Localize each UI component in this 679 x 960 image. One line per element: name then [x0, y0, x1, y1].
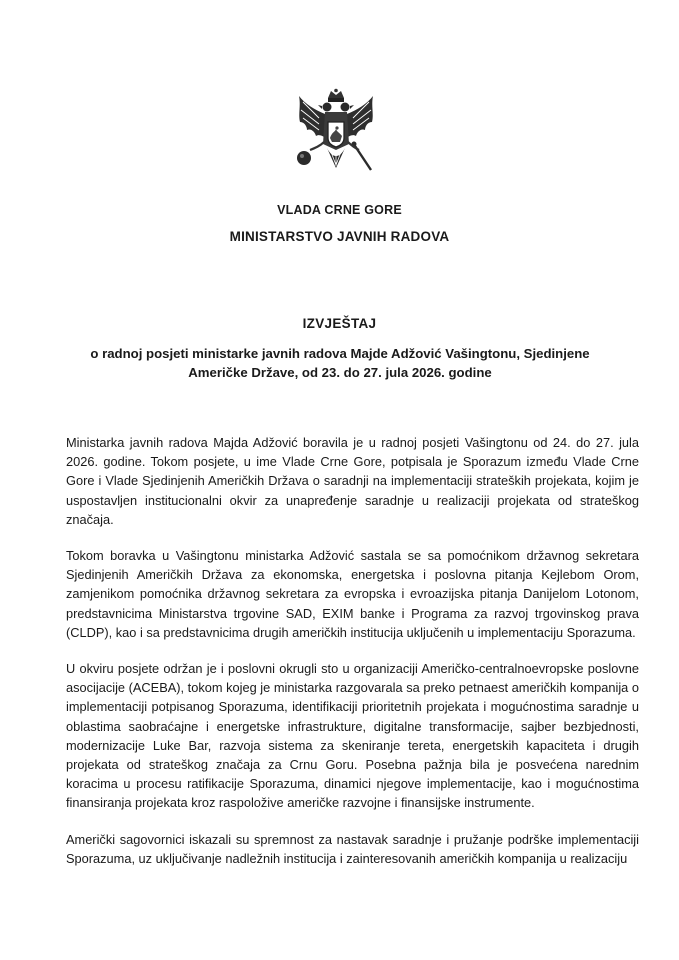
- coat-of-arms-icon: [295, 88, 377, 180]
- paragraph-4: Američki sagovornici iskazali su spremnost za nastavak saradnje i pružanje podrške implementaciji Sporazuma, uz uključivanje nadležnih institucija i zainteresovanih američkih kompanija u realizaciju: [66, 831, 639, 866]
- paragraph-2: Tokom boravka u Vašingtonu ministarka Adžović sastala se sa pomoćnikom državnog sekretara Sjedinjenih Američkih Država za ekonomska, energetska i poslovna pitanja Kejlebom Orom, zamjenikom pomoćnika državnog sekretara za evropska i evroazijska pitanja Danijelom Lotonom, predstavnicima Ministarstva trgovine SAD, EXIM banke i Programa za razvoj trgovinskog prava (CLDP), kao i sa predstavnicima drugih američkih institucija uključenih u implementaciju Sporazuma.: [66, 548, 639, 640]
- paragraph-3: U okviru posjete održan je i poslovni okrugli sto u organizaciji Američko-centralnoevropske poslovne asocijacije (ACEBA), tokom kojeg je ministarka razgovarala sa preko petnaest američkih kompanija o implementaciji potpisanog Sporazuma, identifikaciji prioritetnih projekata i mogućnostima saradnje u oblastima saobraćajne i energetske infrastrukture, digitalne transformacije, sajber bezbjednosti, modernizacije Luke Bar, razvoja sistema za skeniranje tereta, energetskih kapaciteta i drugih projekata od strateškog značaja za Crnu Goru. Posebna pažnja bila je posvećena narednim koracima u procesu ratifikacije Sporazuma, dinamici njegove implementacije, kao i mogućnostima finansiranja projekata kroz raspoložive američke razvojne i finansijske instrumente.: [66, 661, 639, 811]
- ministry-name: MINISTARSTVO JAVNIH RADOVA: [229, 229, 450, 244]
- document-body: [66, 433, 639, 885]
- paragraph-1: Ministarka javnih radova Majda Adžović boravila je u radnoj posjeti Vašingtonu od 24. do 27. jula 2026. godine. Tokom posjete, u ime Vlade Crne Gore, potpisala je Sporazum između Vlade Crne Gore i Vlade Sjedinjenih Američkih Država o saradnji na implementaciji strateških projekata, kojim je uspostavljen institucionalni okvir za unapređenje saradnje u realizaciji projekata od strateškog značaja.: [66, 435, 639, 527]
- government-name: VLADA CRNE GORE: [277, 203, 402, 217]
- document-title: IZVJEŠTAJ: [302, 316, 377, 331]
- document-subtitle: o radnoj posjeti ministarke javnih radova Majde Adžović Vašingtonu, Sjedinjene Američke Države, od 23. do 27. jula 2026. godine: [90, 346, 590, 380]
